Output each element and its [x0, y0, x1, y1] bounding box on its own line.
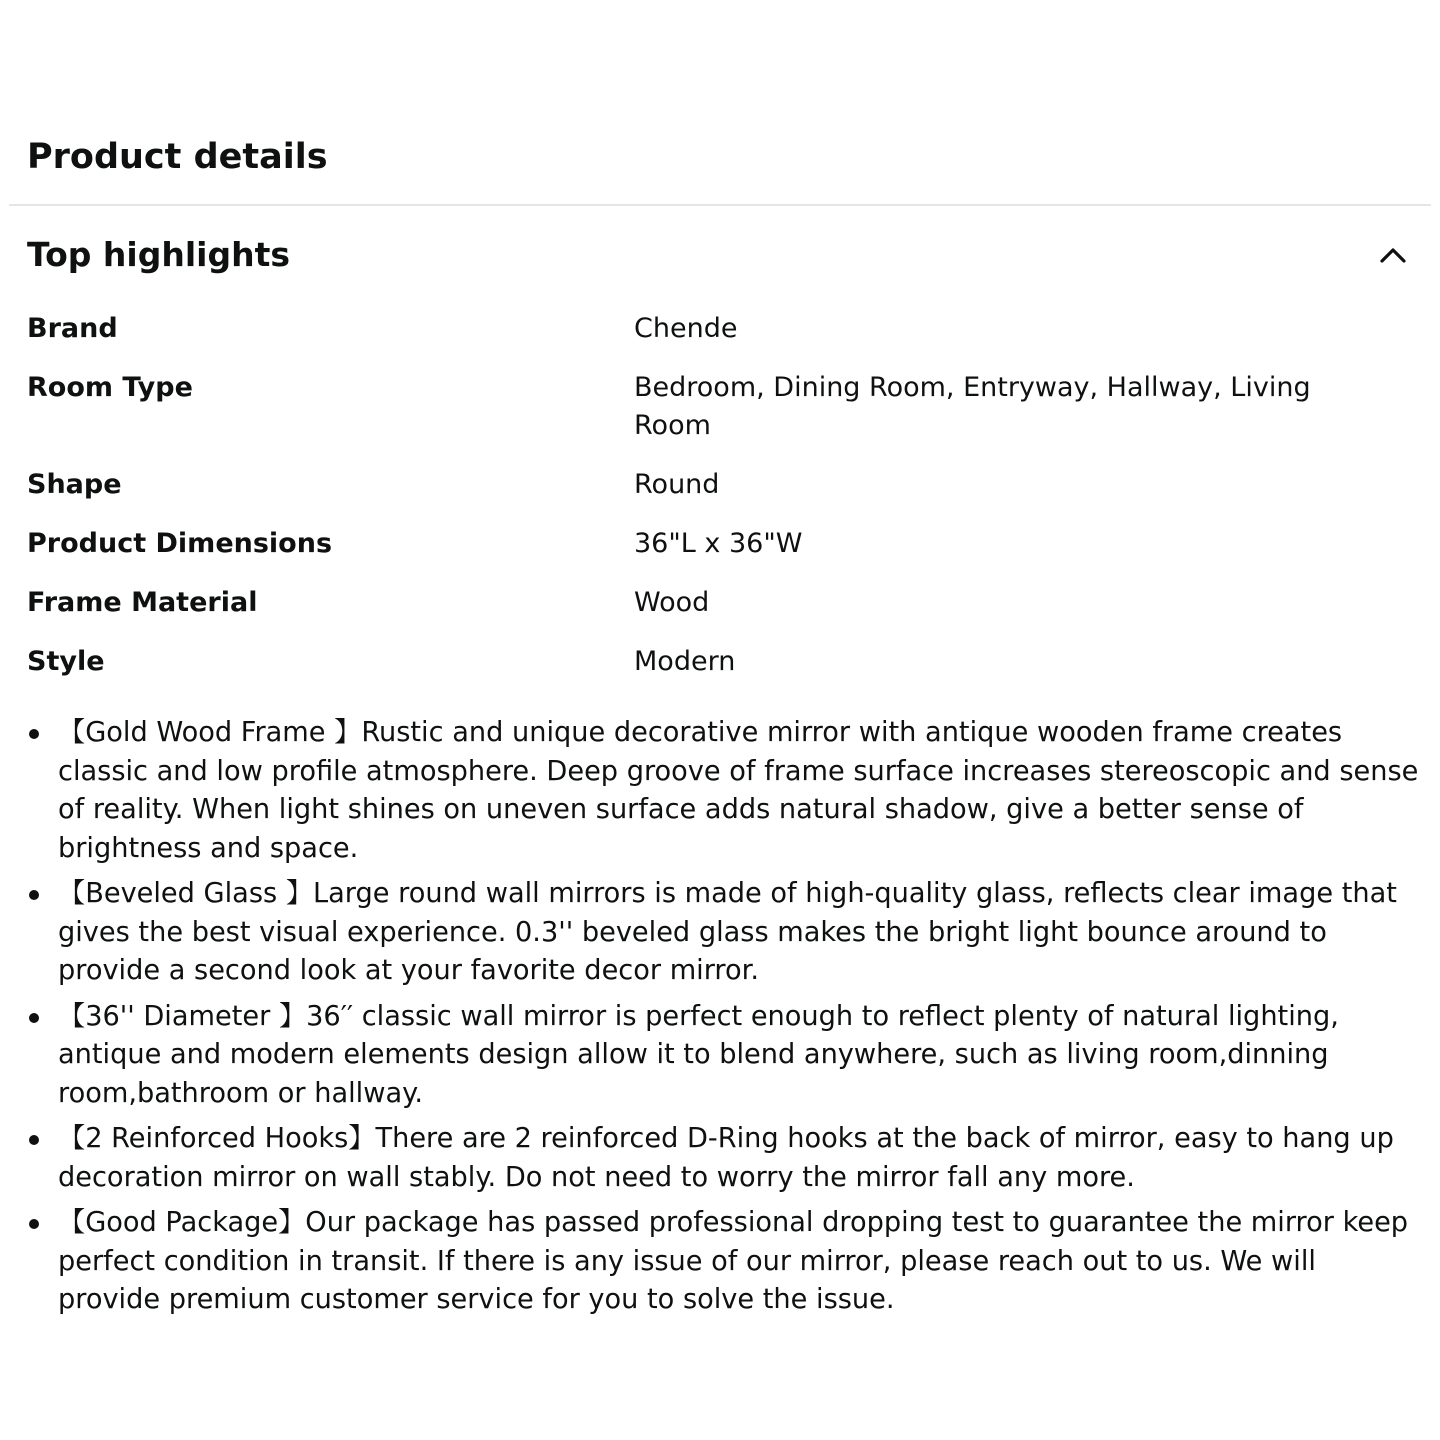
spec-row-style [27, 643, 1413, 681]
spec-value: Wood [634, 587, 710, 618]
chevron-up-icon [1373, 234, 1413, 274]
spec-row-frame-material [27, 584, 1413, 622]
spec-label: Brand [27, 313, 118, 344]
feature-bullet-list [0, 714, 1420, 1327]
feature-bullet [0, 998, 1420, 1114]
spec-row-shape [27, 466, 1413, 504]
spec-label: Frame Material [27, 587, 258, 618]
feature-bullet [0, 875, 1420, 991]
feature-bullet-text: 【Good Package】Our package has passed professional dropping test to guarantee the mirror keep perfect condition in transit. If there is any issue of our mirror, please reach out to us. We will provide premium customer service for you to solve the issue. [58, 1207, 1409, 1315]
feature-bullet-text: 【36'' Diameter 】36′′ classic wall mirror is perfect enough to reflect plenty of natural lighting, antique and modern elements design allow it to blend anywhere, such as living room,dinning room,bathroom or hallway. [58, 1000, 1339, 1109]
bullet-dot-icon [29, 1013, 39, 1023]
spec-row-product-dimensions [27, 525, 1413, 563]
bullet-dot-icon [29, 890, 39, 900]
collapse-toggle-button[interactable] [1373, 234, 1413, 274]
spec-label: Shape [27, 469, 122, 500]
top-highlights-header[interactable] [27, 232, 1413, 280]
feature-bullet-text: 【2 Reinforced Hooks】There are 2 reinforced D-Ring hooks at the back of mirror, easy to hang up decoration mirror on wall stably. Do not need to worry the mirror fall any more. [58, 1123, 1394, 1193]
spec-table [27, 310, 1413, 702]
feature-bullet-text: 【Beveled Glass 】Large round wall mirrors is made of high-quality glass, reflects clear image that gives the best visual experience. 0.3'' beveled glass makes the bright light bounce around to provide a second look at your favorite decor mirror. [58, 878, 1397, 986]
bullet-dot-icon [29, 729, 39, 739]
spec-row-room-type [27, 369, 1413, 445]
bullet-dot-icon [29, 1135, 39, 1145]
spec-value: Bedroom, Dining Room, Entryway, Hallway, Living Room [634, 372, 1311, 441]
spec-value: Modern [634, 646, 736, 677]
spec-value: Chende [634, 313, 738, 344]
spec-value: 36"L x 36"W [634, 528, 803, 559]
bullet-dot-icon [29, 1219, 39, 1229]
spec-row-brand [27, 310, 1413, 348]
feature-bullet [0, 1204, 1420, 1320]
feature-bullet [0, 714, 1420, 868]
feature-bullet-text: 【Gold Wood Frame 】Rustic and unique decorative mirror with antique wooden frame creates classic and low profile atmosphere. Deep groove of frame surface increases stereoscopic and sense of reality. When light shines on uneven surface adds natural shadow, give a better sense of brightness and space. [58, 717, 1419, 864]
spec-label: Product Dimensions [27, 528, 333, 559]
section-title: Top highlights [27, 235, 290, 274]
page-title: Product details [27, 137, 328, 177]
spec-value: Round [634, 469, 720, 500]
section-divider [9, 204, 1431, 206]
spec-label: Style [27, 646, 105, 677]
spec-label: Room Type [27, 372, 193, 403]
feature-bullet [0, 1120, 1420, 1197]
